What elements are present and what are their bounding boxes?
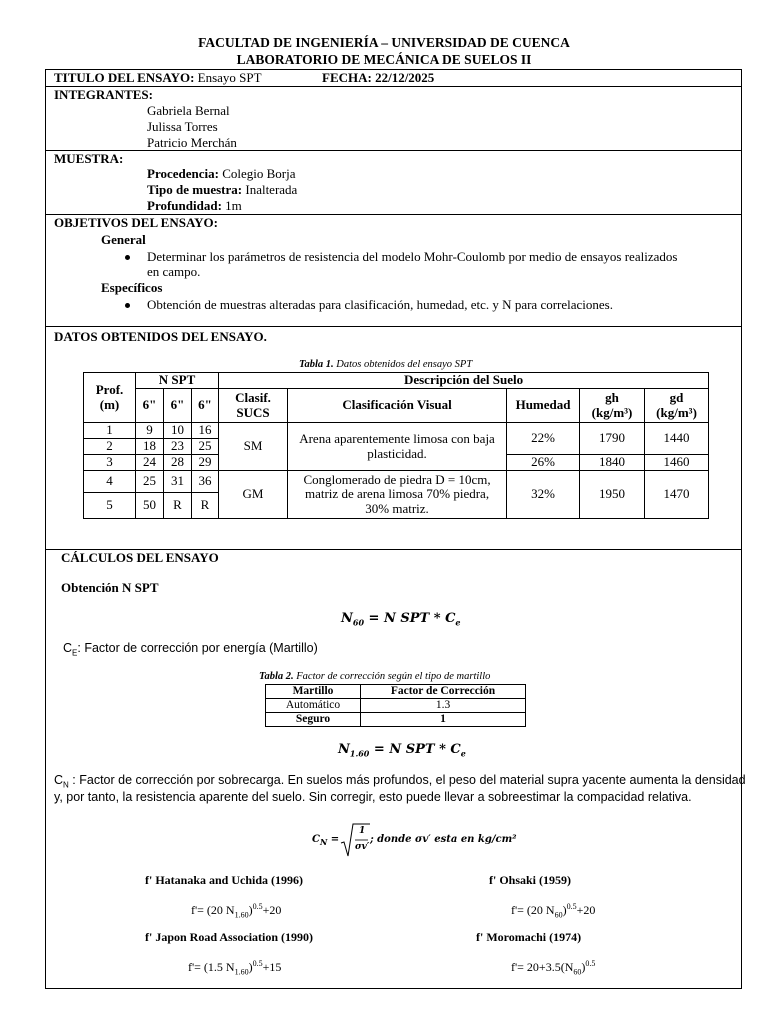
report-frame <box>45 69 746 989</box>
eq1-lhs: N <box>341 611 353 626</box>
eq3-numerator: 1 <box>359 826 366 836</box>
cell-n1: 50 <box>136 493 164 519</box>
eq3-denominator: σv′ <box>355 842 370 852</box>
sample-depth-label: Profundidad: <box>147 198 222 213</box>
sample-depth-value: 1m <box>225 198 242 213</box>
sample-type-label: Tipo de muestra: <box>147 182 243 197</box>
test-date: FECHA: 22/12/2025 <box>322 70 435 85</box>
sample-type-value: Inalterada <box>245 182 298 197</box>
sample-origin-label: Procedencia: <box>147 166 219 181</box>
data-section-label: DATOS OBTENIDOS DEL ENSAYO. <box>54 329 267 344</box>
equation-n60 <box>341 611 461 628</box>
cell-gh: 1950 <box>580 471 645 519</box>
cell-moisture: 32% <box>507 471 580 519</box>
table1-caption-text: Datos obtenidos del ensayo SPT <box>336 359 473 370</box>
sample-label: MUESTRA: <box>54 151 124 166</box>
eq2-rhs: = N SPT * C <box>369 742 461 757</box>
header-nspt: N SPT <box>136 373 219 389</box>
table2-caption-number: Tabla 2. <box>259 671 294 682</box>
eq3-lhs-group <box>312 834 339 847</box>
eq2-lhs-sub: 1.60 <box>349 748 370 759</box>
bullet-icon <box>125 303 130 308</box>
table-row <box>84 471 709 493</box>
ce-definition <box>63 641 318 658</box>
cell-depth: 5 <box>84 493 136 519</box>
cn-symbol: C <box>54 773 64 787</box>
correlation-name: f' Ohsaki (1959) <box>489 873 572 887</box>
header-sucs: Clasif. SUCS <box>219 389 288 423</box>
cell-moisture: 22% <box>507 423 580 455</box>
table1-caption <box>299 359 472 370</box>
header-moisture: Humedad <box>507 389 580 423</box>
ce-symbol: C <box>63 641 73 655</box>
cell-n2: 23 <box>164 439 192 455</box>
cell-gd: 1470 <box>645 471 709 519</box>
cn-text: : Factor de corrección por sobrecarga. En suelos más profundos, el peso del material supra yacente aumenta la densidad <box>68 773 746 787</box>
cn-definition-cont: y, por tanto, la resistencia aparente del suelo. Sin corregir, esto puede llevar a sobreestimar la compacidad relativa. <box>54 790 692 804</box>
member-name: Patricio Merchán <box>147 135 237 150</box>
divider <box>46 326 741 327</box>
cell-sucs-sm: SM <box>219 423 288 471</box>
sample-origin <box>147 166 296 182</box>
cn-symbol-sub: N <box>63 780 69 790</box>
cell-factor: 1 <box>361 713 526 727</box>
header-institution: FACULTAD DE INGENIERÍA – UNIVERSIDAD DE CUENCA <box>198 35 570 50</box>
header-inch: 6" <box>164 389 192 423</box>
test-title-value: Ensayo SPT <box>197 70 262 85</box>
correlation-name: f' Hatanaka and Uchida (1996) <box>145 873 304 887</box>
header-lab: LABORATORIO DE MECÁNICA DE SUELOS II <box>236 52 532 67</box>
objective-general-text-cont: en campo. <box>147 264 201 279</box>
correlation-name: f' Japon Road Association (1990) <box>145 930 314 944</box>
members-label: INTEGRANTES: <box>54 87 153 102</box>
cell-moisture: 26% <box>507 455 580 471</box>
header-hammer: Martillo <box>266 685 361 699</box>
cell-gd: 1440 <box>645 423 709 455</box>
eq2-rhs-sub: e <box>460 748 466 759</box>
cell-n1: 18 <box>136 439 164 455</box>
header-factor: Factor de Corrección <box>361 685 526 699</box>
correlation-formula: f'= (1.5 $N_{1.60})^{0.5}+15$ <box>188 959 282 977</box>
cell-factor: 1.3 <box>361 699 526 713</box>
cell-n3: 25 <box>192 439 219 455</box>
spt-data-table <box>83 372 709 519</box>
cell-gd: 1460 <box>645 455 709 471</box>
equation-n160 <box>338 742 466 759</box>
cell-n1: 25 <box>136 471 164 493</box>
cell-n2: R <box>164 493 192 519</box>
member-name: Gabriela Bernal <box>147 103 230 118</box>
correlation-name: f' Moromachi (1974) <box>476 930 582 944</box>
cell-n3: 16 <box>192 423 219 439</box>
objectives-general-label: General <box>101 232 146 247</box>
cell-gh: 1790 <box>580 423 645 455</box>
cell-n2: 31 <box>164 471 192 493</box>
table2-caption <box>259 671 490 682</box>
sample-type <box>147 182 297 198</box>
cell-n3: 29 <box>192 455 219 471</box>
cell-n1: 9 <box>136 423 164 439</box>
eq3-lhs-sub: N <box>319 837 328 847</box>
eq1-rhs-sub: e <box>455 617 461 628</box>
cell-hammer: Automático <box>266 699 361 713</box>
calculations-label: CÁLCULOS DEL ENSAYO <box>61 550 219 565</box>
member-name: Julissa Torres <box>147 119 218 134</box>
nspt-subtitle: Obtención N SPT <box>61 580 159 595</box>
table-row <box>266 699 526 713</box>
cell-hammer: Seguro <box>266 713 361 727</box>
correlation-formula: $f'= 20+3.5(N_{60})^{0.5}$ <box>511 959 596 977</box>
header-depth: Prof. (m) <box>84 373 136 423</box>
cell-depth: 3 <box>84 455 136 471</box>
cell-n1: 24 <box>136 455 164 471</box>
objectives-specific-label: Específicos <box>101 280 163 295</box>
cell-n3: R <box>192 493 219 519</box>
header-inch: 6" <box>136 389 164 423</box>
cell-visual-sm: Arena aparentemente limosa con baja plasticidad. <box>288 423 507 471</box>
hammer-factor-table <box>265 684 526 727</box>
ce-text: : Factor de corrección por energía (Martillo) <box>77 641 318 655</box>
table1-caption-number: Tabla 1. <box>299 359 334 370</box>
objective-specific-text: Obtención de muestras alteradas para clasificación, humedad, etc. y N para correlaciones. <box>147 297 613 312</box>
objective-general-text: Determinar los parámetros de resistencia del modelo Mohr-Coulomb por medio de ensayos realizados <box>147 249 678 264</box>
cell-depth: 1 <box>84 423 136 439</box>
correlation-formula: f'= (20 $N_{1.60})^{0.5}+20$ <box>191 902 282 920</box>
correlation-formula: f'= (20 $N_{60})^{0.5}+20$ <box>511 902 596 920</box>
cell-n3: 36 <box>192 471 219 493</box>
table-row <box>84 423 709 439</box>
eq3-rest: ; donde σv′ esta en kg/cm² <box>370 834 517 845</box>
eq1-rhs: = N SPT * C <box>364 611 456 626</box>
bullet-icon <box>125 255 130 260</box>
cell-sucs-gm: GM <box>219 471 288 519</box>
test-title-row <box>54 70 262 86</box>
sample-depth <box>147 198 242 214</box>
objectives-label: OBJETIVOS DEL ENSAYO: <box>54 215 218 230</box>
header-gh: gh (kg/m³) <box>580 389 645 423</box>
cell-n2: 28 <box>164 455 192 471</box>
header-inch: 6" <box>192 389 219 423</box>
table-row <box>266 713 526 727</box>
cell-n2: 10 <box>164 423 192 439</box>
eq2-lhs: N <box>338 742 350 757</box>
divider <box>46 150 741 151</box>
eq3-equals: = <box>327 834 340 845</box>
header-gd: gd (kg/m³) <box>645 389 709 423</box>
cell-depth: 4 <box>84 471 136 493</box>
sqrt-icon <box>340 822 370 858</box>
cell-depth: 2 <box>84 439 136 455</box>
sample-origin-value: Colegio Borja <box>222 166 296 181</box>
eq1-lhs-sub: 60 <box>352 617 365 628</box>
header-visual: Clasificación Visual <box>288 389 507 423</box>
header-soil-description: Descripción del Suelo <box>219 373 709 389</box>
cn-definition <box>54 773 746 790</box>
eq3-lhs: C <box>312 834 320 845</box>
ce-symbol-sub: E <box>72 648 78 658</box>
table2-caption-text: Factor de corrección según el tipo de martillo <box>296 671 491 682</box>
cell-gh: 1840 <box>580 455 645 471</box>
cell-visual-gm: Conglomerado de piedra D = 10cm, matriz de arena limosa 70% piedra, 30% matriz. <box>288 471 507 519</box>
test-title-label: TITULO DEL ENSAYO: <box>54 70 195 85</box>
